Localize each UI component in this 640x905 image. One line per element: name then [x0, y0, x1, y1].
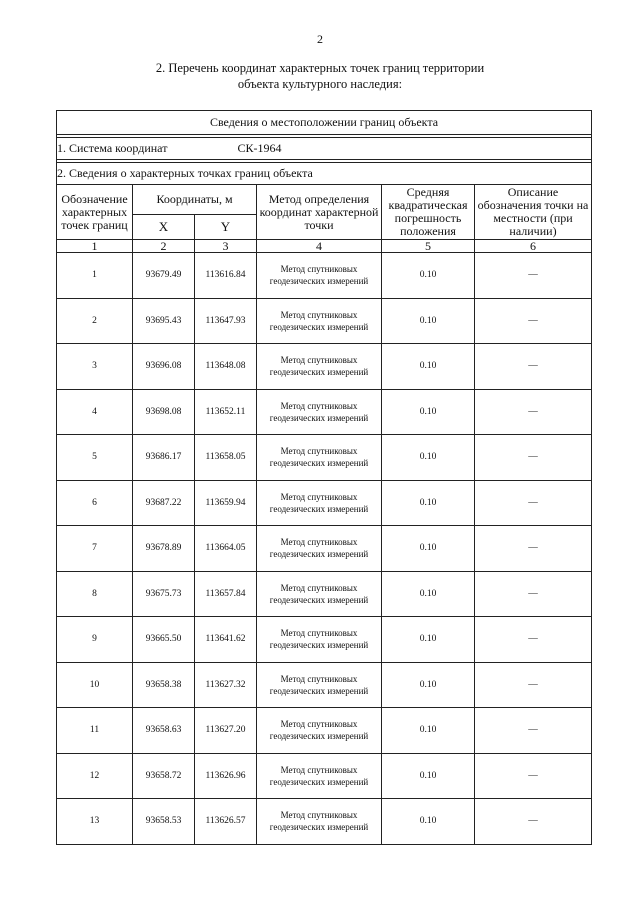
mean-error: 0.10: [382, 662, 475, 708]
table-row: [57, 708, 592, 754]
point-number: 2: [57, 298, 133, 344]
method: Метод спутниковых геодезических измерений: [257, 389, 382, 435]
coord-system-row: [57, 138, 592, 160]
method: Метод спутниковых геодезических измерений: [257, 799, 382, 845]
method: Метод спутниковых геодезических измерений: [257, 435, 382, 481]
description: —: [475, 708, 592, 754]
point-number: 6: [57, 480, 133, 526]
coord-y: 113627.32: [195, 662, 257, 708]
coord-y: 113626.96: [195, 753, 257, 799]
point-number: 7: [57, 526, 133, 572]
column-number: 5: [382, 240, 475, 253]
mean-error: 0.10: [382, 799, 475, 845]
mean-error: 0.10: [382, 298, 475, 344]
page-number: 2: [317, 32, 323, 46]
table-row: [57, 617, 592, 663]
mean-error: 0.10: [382, 708, 475, 754]
coord-y: 113627.20: [195, 708, 257, 754]
mean-error: 0.10: [382, 389, 475, 435]
header-x: X: [133, 215, 195, 240]
coord-y: 113616.84: [195, 253, 257, 299]
point-number: 8: [57, 571, 133, 617]
description: —: [475, 298, 592, 344]
point-number: 9: [57, 617, 133, 663]
section-heading: [0, 60, 640, 92]
table-row: [57, 799, 592, 845]
description: —: [475, 662, 592, 708]
description: —: [475, 571, 592, 617]
header-method: Метод определения координат характерной точки: [257, 185, 382, 240]
mean-error: 0.10: [382, 571, 475, 617]
coord-x: 93675.73: [133, 571, 195, 617]
column-number: 4: [257, 240, 382, 253]
mean-error: 0.10: [382, 435, 475, 481]
method: Метод спутниковых геодезических измерений: [257, 298, 382, 344]
description: —: [475, 617, 592, 663]
header-error: Средняя квадратическая погрешность положения: [382, 185, 475, 240]
method: Метод спутниковых геодезических измерений: [257, 617, 382, 663]
coord-x: 93658.38: [133, 662, 195, 708]
column-number: 6: [475, 240, 592, 253]
point-number: 10: [57, 662, 133, 708]
table-row: [57, 389, 592, 435]
table-title: Сведения о местоположении границ объекта: [57, 111, 592, 135]
coord-x: 93698.08: [133, 389, 195, 435]
column-number: 3: [195, 240, 257, 253]
table-row: [57, 571, 592, 617]
description: —: [475, 344, 592, 390]
coord-x: 93658.63: [133, 708, 195, 754]
coord-x: 93686.17: [133, 435, 195, 481]
coord-x: 93658.53: [133, 799, 195, 845]
table-row: [57, 298, 592, 344]
coord-x: 93665.50: [133, 617, 195, 663]
method: Метод спутниковых геодезических измерений: [257, 480, 382, 526]
mean-error: 0.10: [382, 526, 475, 572]
coordinates-table: [56, 110, 592, 845]
point-number: 4: [57, 389, 133, 435]
coord-x: 93687.22: [133, 480, 195, 526]
points-info-label: 2. Сведения о характерных точках границ объекта: [57, 163, 592, 185]
table-row: [57, 435, 592, 481]
table-row: [57, 253, 592, 299]
method: Метод спутниковых геодезических измерений: [257, 526, 382, 572]
column-number: 1: [57, 240, 133, 253]
description: —: [475, 389, 592, 435]
mean-error: 0.10: [382, 480, 475, 526]
header-description: Описание обозначения точки на местности (при наличии): [475, 185, 592, 240]
method: Метод спутниковых геодезических измерений: [257, 344, 382, 390]
coord-x: 93695.43: [133, 298, 195, 344]
coord-system-value: СК-1964: [237, 141, 282, 155]
mean-error: 0.10: [382, 753, 475, 799]
coord-x: 93696.08: [133, 344, 195, 390]
table-row: [57, 480, 592, 526]
description: —: [475, 435, 592, 481]
header-y: Y: [195, 215, 257, 240]
point-number: 3: [57, 344, 133, 390]
table-row: [57, 526, 592, 572]
column-number: 2: [133, 240, 195, 253]
coord-y: 113641.62: [195, 617, 257, 663]
coord-y: 113652.11: [195, 389, 257, 435]
method: Метод спутниковых геодезических измерений: [257, 753, 382, 799]
header-coordinates: Координаты, м: [133, 185, 257, 215]
point-number: 11: [57, 708, 133, 754]
description: —: [475, 526, 592, 572]
description: —: [475, 799, 592, 845]
point-number: 12: [57, 753, 133, 799]
coord-y: 113657.84: [195, 571, 257, 617]
coord-system-label: 1. Система координат: [57, 141, 168, 155]
table-row: [57, 753, 592, 799]
method: Метод спутниковых геодезических измерений: [257, 571, 382, 617]
method: Метод спутниковых геодезических измерений: [257, 662, 382, 708]
point-number: 1: [57, 253, 133, 299]
table-row: [57, 662, 592, 708]
coord-x: 93658.72: [133, 753, 195, 799]
coord-y: 113664.05: [195, 526, 257, 572]
point-number: 5: [57, 435, 133, 481]
coord-x: 93678.89: [133, 526, 195, 572]
mean-error: 0.10: [382, 344, 475, 390]
coord-x: 93679.49: [133, 253, 195, 299]
heading-line-2: объекта культурного наследия:: [237, 77, 403, 91]
coord-y: 113647.93: [195, 298, 257, 344]
coord-y: 113648.08: [195, 344, 257, 390]
heading-line-1: 2. Перечень координат характерных точек границ территории: [155, 61, 485, 75]
header-designation: Обозначение характерных точек границ: [57, 185, 133, 240]
coord-y: 113658.05: [195, 435, 257, 481]
mean-error: 0.10: [382, 617, 475, 663]
method: Метод спутниковых геодезических измерений: [257, 253, 382, 299]
description: —: [475, 753, 592, 799]
point-number: 13: [57, 799, 133, 845]
description: —: [475, 253, 592, 299]
method: Метод спутниковых геодезических измерений: [257, 708, 382, 754]
coord-y: 113659.94: [195, 480, 257, 526]
description: —: [475, 480, 592, 526]
table-row: [57, 344, 592, 390]
coord-y: 113626.57: [195, 799, 257, 845]
mean-error: 0.10: [382, 253, 475, 299]
